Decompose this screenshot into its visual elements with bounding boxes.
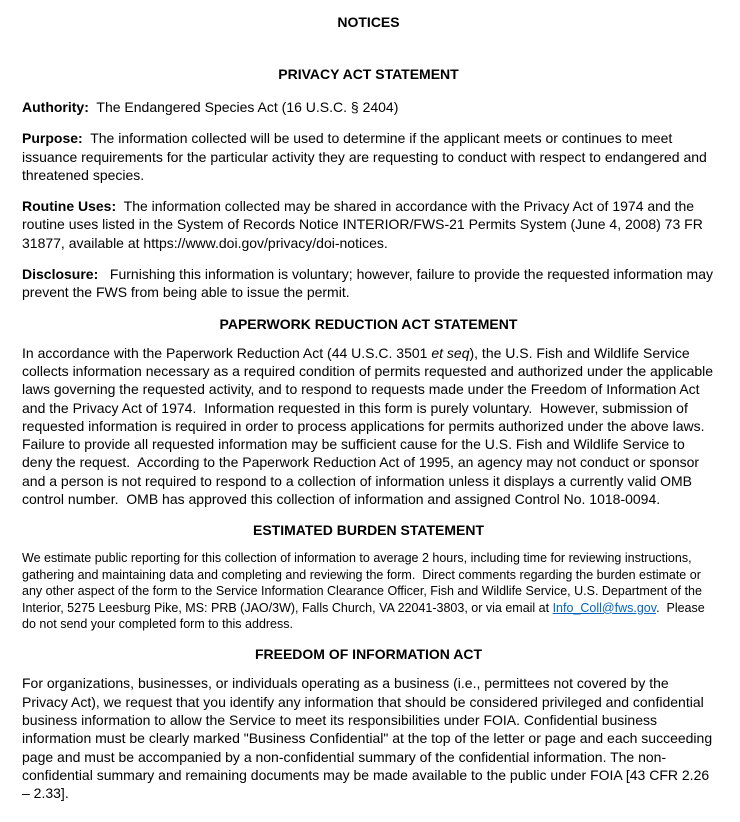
estimated-burden-heading: ESTIMATED BURDEN STATEMENT — [253, 522, 484, 539]
burden-text-after: . Please do not send your completed form to this address. — [22, 600, 709, 631]
email-link[interactable]: Info_Coll@fws.gov — [552, 600, 657, 615]
paperwork-paragraph — [22, 344, 715, 509]
notices-title: NOTICES — [337, 14, 400, 30]
estimated-burden-section — [22, 521, 715, 632]
authority-label: Authority: — [22, 99, 89, 115]
authority-text: The Endangered Species Act (16 U.S.C. § 2404) — [88, 99, 399, 115]
paperwork-text-after: ), the U.S. Fish and Wildlife Service collects information necessary as a required condition of permits requested and authorized under the applicable laws governing the requested activity, and to respond to requests made under the Freedom of Information Act and the Privacy Act of 1974. Information requested in this form is purely voluntary. However, submission of requested information is required in order to process applications for permits authorized under the above laws. Failure to provide all requested information may be sufficient cause for the U.S. Fish and Wildlife Service to deny the request. According to the Paperwork Reduction Act of 1995, an agency may not conduct or sponsor and a person is not required to respond to a collection of information unless it displays a currently valid OMB control number. OMB has approved this collection of information and assigned Control No. 1018-0094. — [22, 344, 717, 508]
disclosure-text: Furnishing this information is voluntary; however, failure to provide the requested information may prevent the FWS from being able to issue the permit. — [22, 266, 717, 301]
foia-paragraph: For organizations, businesses, or individuals operating as a business (i.e., permittees not covered by the Privacy Act), we request that you identify any information that should be considered privileged and confidential business information to allow the Service to meet its responsibilities under FOIA. Confidential business information must be clearly marked "Business Confidential" at the top of the letter or page and each succeeding page and must be accompanied by a non-confidential summary of the confidential information. The non-confidential summary and remaining documents may be made available to the public under FOIA [43 CFR 2.26 – 2.33]. — [22, 675, 716, 802]
disclosure-label: Disclosure: — [22, 266, 99, 283]
routine-uses-paragraph — [22, 197, 715, 252]
paperwork-reduction-heading: PAPERWORK REDUCTION ACT STATEMENT — [219, 315, 518, 332]
burden-paragraph — [22, 550, 715, 632]
foia-heading: FREEDOM OF INFORMATION ACT — [254, 646, 483, 663]
authority-paragraph — [22, 98, 715, 116]
purpose-paragraph — [22, 129, 715, 184]
burden-text-before: We estimate public reporting for this collection of information to average 2 hours, including time for reviewing instructions, gathering and maintaining data and completing and reviewing the form. Direct comments regarding the burden estimate or any other aspect of the form to the Service Information Clearance Officer, Fish and Wildlife Service, U.S. Department of the Interior, 5275 Leesburg Pike, MS: PRB (JAO/3W), Falls Church, VA 22041-3803, or via email at — [22, 551, 706, 615]
paperwork-text-before: In accordance with the Paperwork Reduction Act (44 U.S.C. 3501 — [22, 344, 432, 361]
disclosure-paragraph — [22, 265, 715, 302]
paperwork-reduction-section — [22, 315, 715, 509]
routine-uses-label: Routine Uses: — [22, 198, 117, 215]
routine-uses-text: The information collected may be shared in accordance with the Privacy Act of 1974 and the routine uses listed in the System of Records Notice INTERIOR/FWS-21 Permits System (June 4, 2008) 73 FR 31877, available at https://www.doi.gov/privacy/doi-notices. — [22, 198, 707, 251]
et-seq-citation: et seq — [431, 344, 470, 361]
privacy-act-section — [22, 65, 715, 302]
purpose-text: The information collected will be used to determine if the applicant meets or continues to meet issuance requirements for the particular activity they are requesting to conduct with respect to endangered and threatened species. — [22, 130, 711, 183]
privacy-act-heading: PRIVACY ACT STATEMENT — [278, 66, 459, 82]
purpose-label: Purpose: — [22, 130, 83, 147]
foia-section — [22, 645, 715, 802]
